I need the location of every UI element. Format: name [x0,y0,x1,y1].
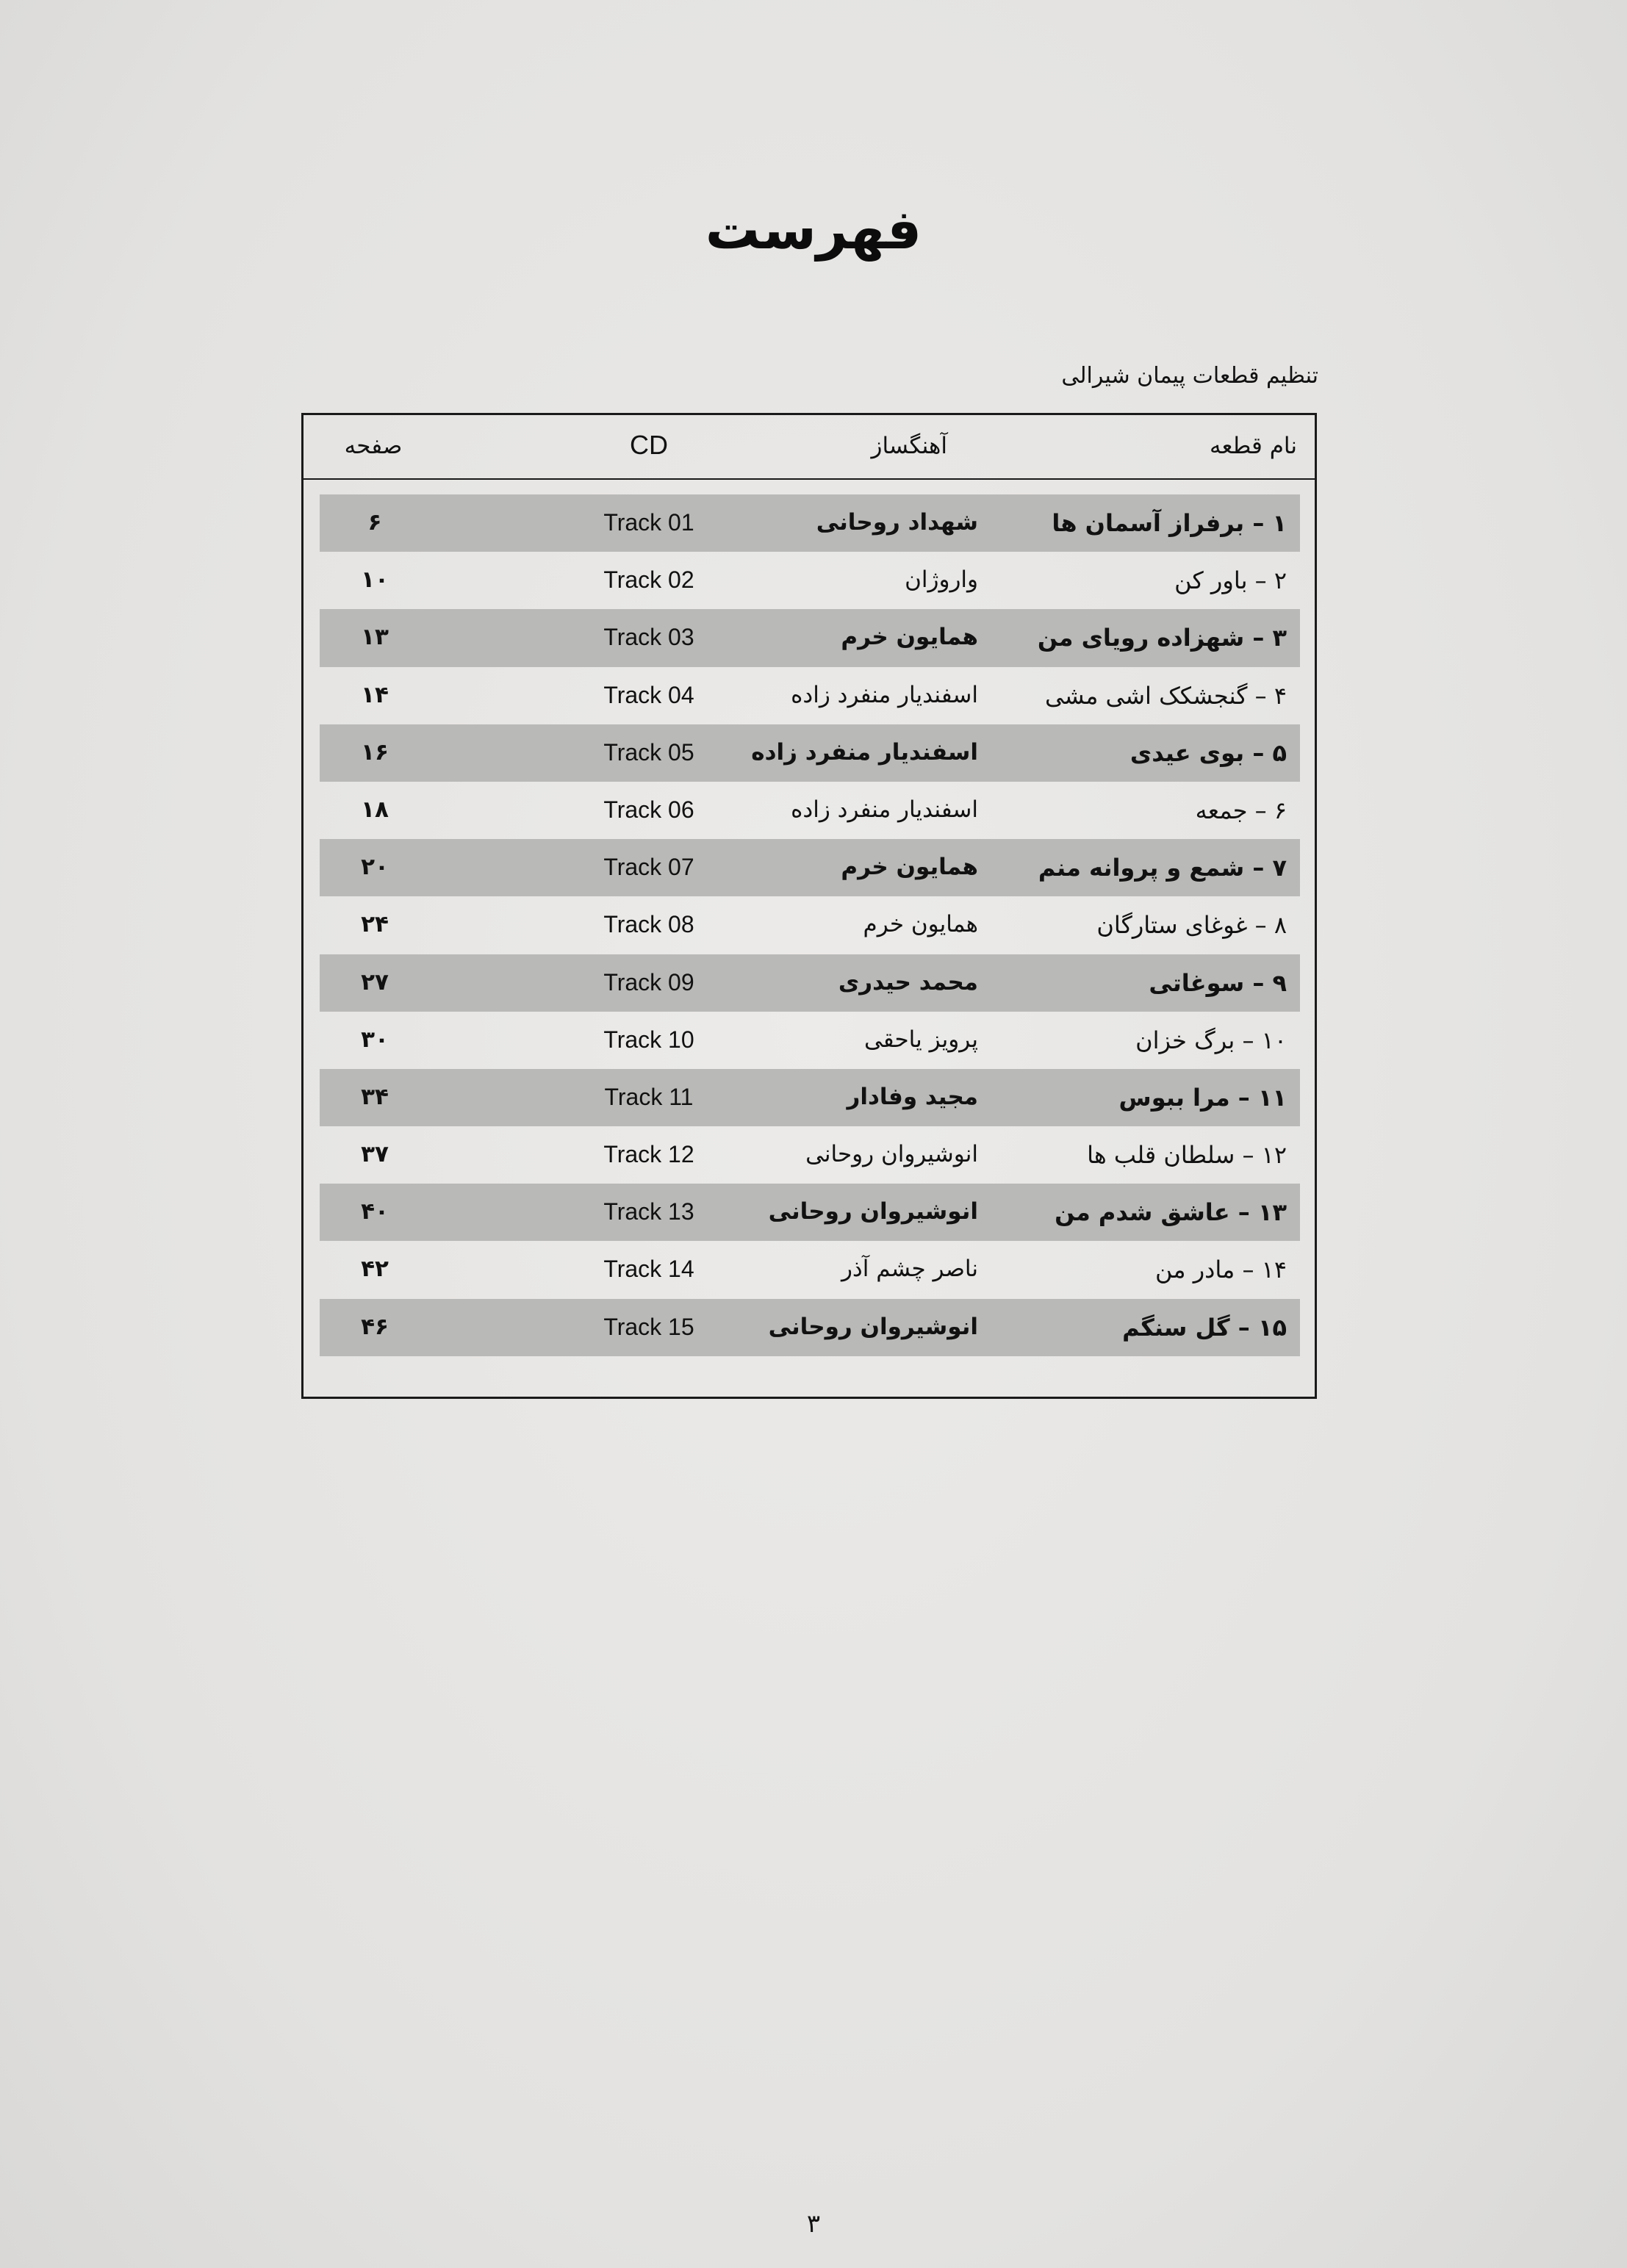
cd-track: Track 14 [603,1256,694,1283]
cd-track: Track 05 [603,738,694,766]
composer-name: ناصر چشم آذر [841,1256,978,1283]
composer-name: مجید وفادار [847,1083,978,1110]
composer-name: اسفندیار منفرد زاده [791,796,978,823]
page-ref: ۲۰ [361,854,389,881]
composer-name: همایون خرم [863,911,978,938]
table-row [320,1126,1300,1184]
table-row [320,552,1300,609]
composer-name: انوشیروان روحانی [768,1198,978,1225]
page-ref: ۳۴ [361,1083,389,1110]
arranger-subtitle: تنظیم قطعات پیمان شیرالی [1061,363,1318,389]
cd-track: Track 07 [603,854,694,881]
composer-name: انوشیروان روحانی [768,1313,978,1340]
cd-track: Track 15 [603,1313,694,1340]
table-row [320,839,1300,896]
composer-name: انوشیروان روحانی [805,1141,978,1168]
table-header [304,415,1315,480]
table-row [320,782,1300,839]
header-page: صفحه [344,433,403,459]
cd-track: Track 04 [603,681,694,708]
table-row [320,1012,1300,1069]
piece-name: ۱۰ – برگ خزان [1135,1026,1287,1054]
header-composer: آهنگساز [871,433,947,459]
composer-name: واروژان [905,566,978,594]
piece-name: ۳ – شهزاده رویای من [1037,624,1287,652]
page-ref: ۴۶ [361,1313,389,1340]
page-ref: ۱۸ [361,796,389,823]
cd-track: Track 11 [604,1083,694,1110]
cd-track: Track 13 [603,1198,694,1225]
table-row [320,954,1300,1012]
cd-track: Track 03 [603,624,694,651]
composer-name: همایون خرم [841,854,978,881]
composer-name: اسفندیار منفرد زاده [751,738,978,766]
piece-name: ۹ – سوغاتی [1149,968,1287,997]
piece-name: ۱۱ – مرا ببوس [1118,1083,1287,1112]
table-row [320,1069,1300,1126]
composer-name: پرویز یاحقی [863,1026,978,1053]
cd-track: Track 06 [603,796,694,823]
page-number: ۳ [806,2209,821,2239]
piece-name: ۸ – غوغای ستارگان [1096,911,1287,940]
table-body [320,494,1300,1356]
table-row [320,494,1300,552]
piece-name: ۷ – شمع و پروانه منم [1038,854,1287,882]
piece-name: ۱ – برفراز آسمان ها [1052,509,1287,537]
table-of-contents [301,413,1317,1399]
cd-track: Track 12 [603,1141,694,1168]
page-ref: ۶ [367,509,382,536]
header-cd: CD [630,430,668,460]
cd-track: Track 08 [603,911,694,938]
cd-track: Track 10 [603,1026,694,1053]
header-piece-name: نام قطعه [1210,433,1297,459]
piece-name: ۱۲ – سلطان قلب ها [1087,1141,1287,1170]
piece-name: ۶ – جمعه [1195,796,1287,824]
page-title: فهرست [705,198,922,262]
piece-name: ۴ – گنجشکک اشی مشی [1044,681,1287,710]
composer-name: همایون خرم [841,624,978,651]
table-row [320,667,1300,724]
piece-name: ۱۵ – گل سنگم [1122,1313,1287,1342]
page-ref: ۲۷ [361,968,389,996]
page-ref: ۱۳ [361,624,389,651]
page-ref: ۱۶ [361,738,389,766]
piece-name: ۵ – بوی عیدی [1129,738,1287,767]
cd-track: Track 02 [603,566,694,594]
table-row [320,609,1300,666]
table-row [320,1241,1300,1298]
cd-track: Track 09 [603,968,694,996]
composer-name: شهداد روحانی [816,509,978,536]
piece-name: ۲ – باور کن [1174,566,1287,595]
page-ref: ۱۰ [361,566,389,594]
page-ref: ۳۰ [361,1026,389,1053]
table-row [320,724,1300,782]
page-ref: ۴۰ [361,1198,389,1225]
table-row [320,896,1300,954]
piece-name: ۱۴ – مادر من [1155,1256,1287,1284]
page-ref: ۲۴ [361,911,389,938]
piece-name: ۱۳ – عاشق شدم من [1055,1198,1287,1227]
page-ref: ۴۲ [361,1256,389,1283]
page-ref: ۱۴ [361,681,389,708]
table-row [320,1184,1300,1241]
page-ref: ۳۷ [361,1141,389,1168]
composer-name: اسفندیار منفرد زاده [791,681,978,708]
table-row [320,1299,1300,1356]
cd-track: Track 01 [603,509,694,536]
composer-name: محمد حیدری [838,968,978,996]
